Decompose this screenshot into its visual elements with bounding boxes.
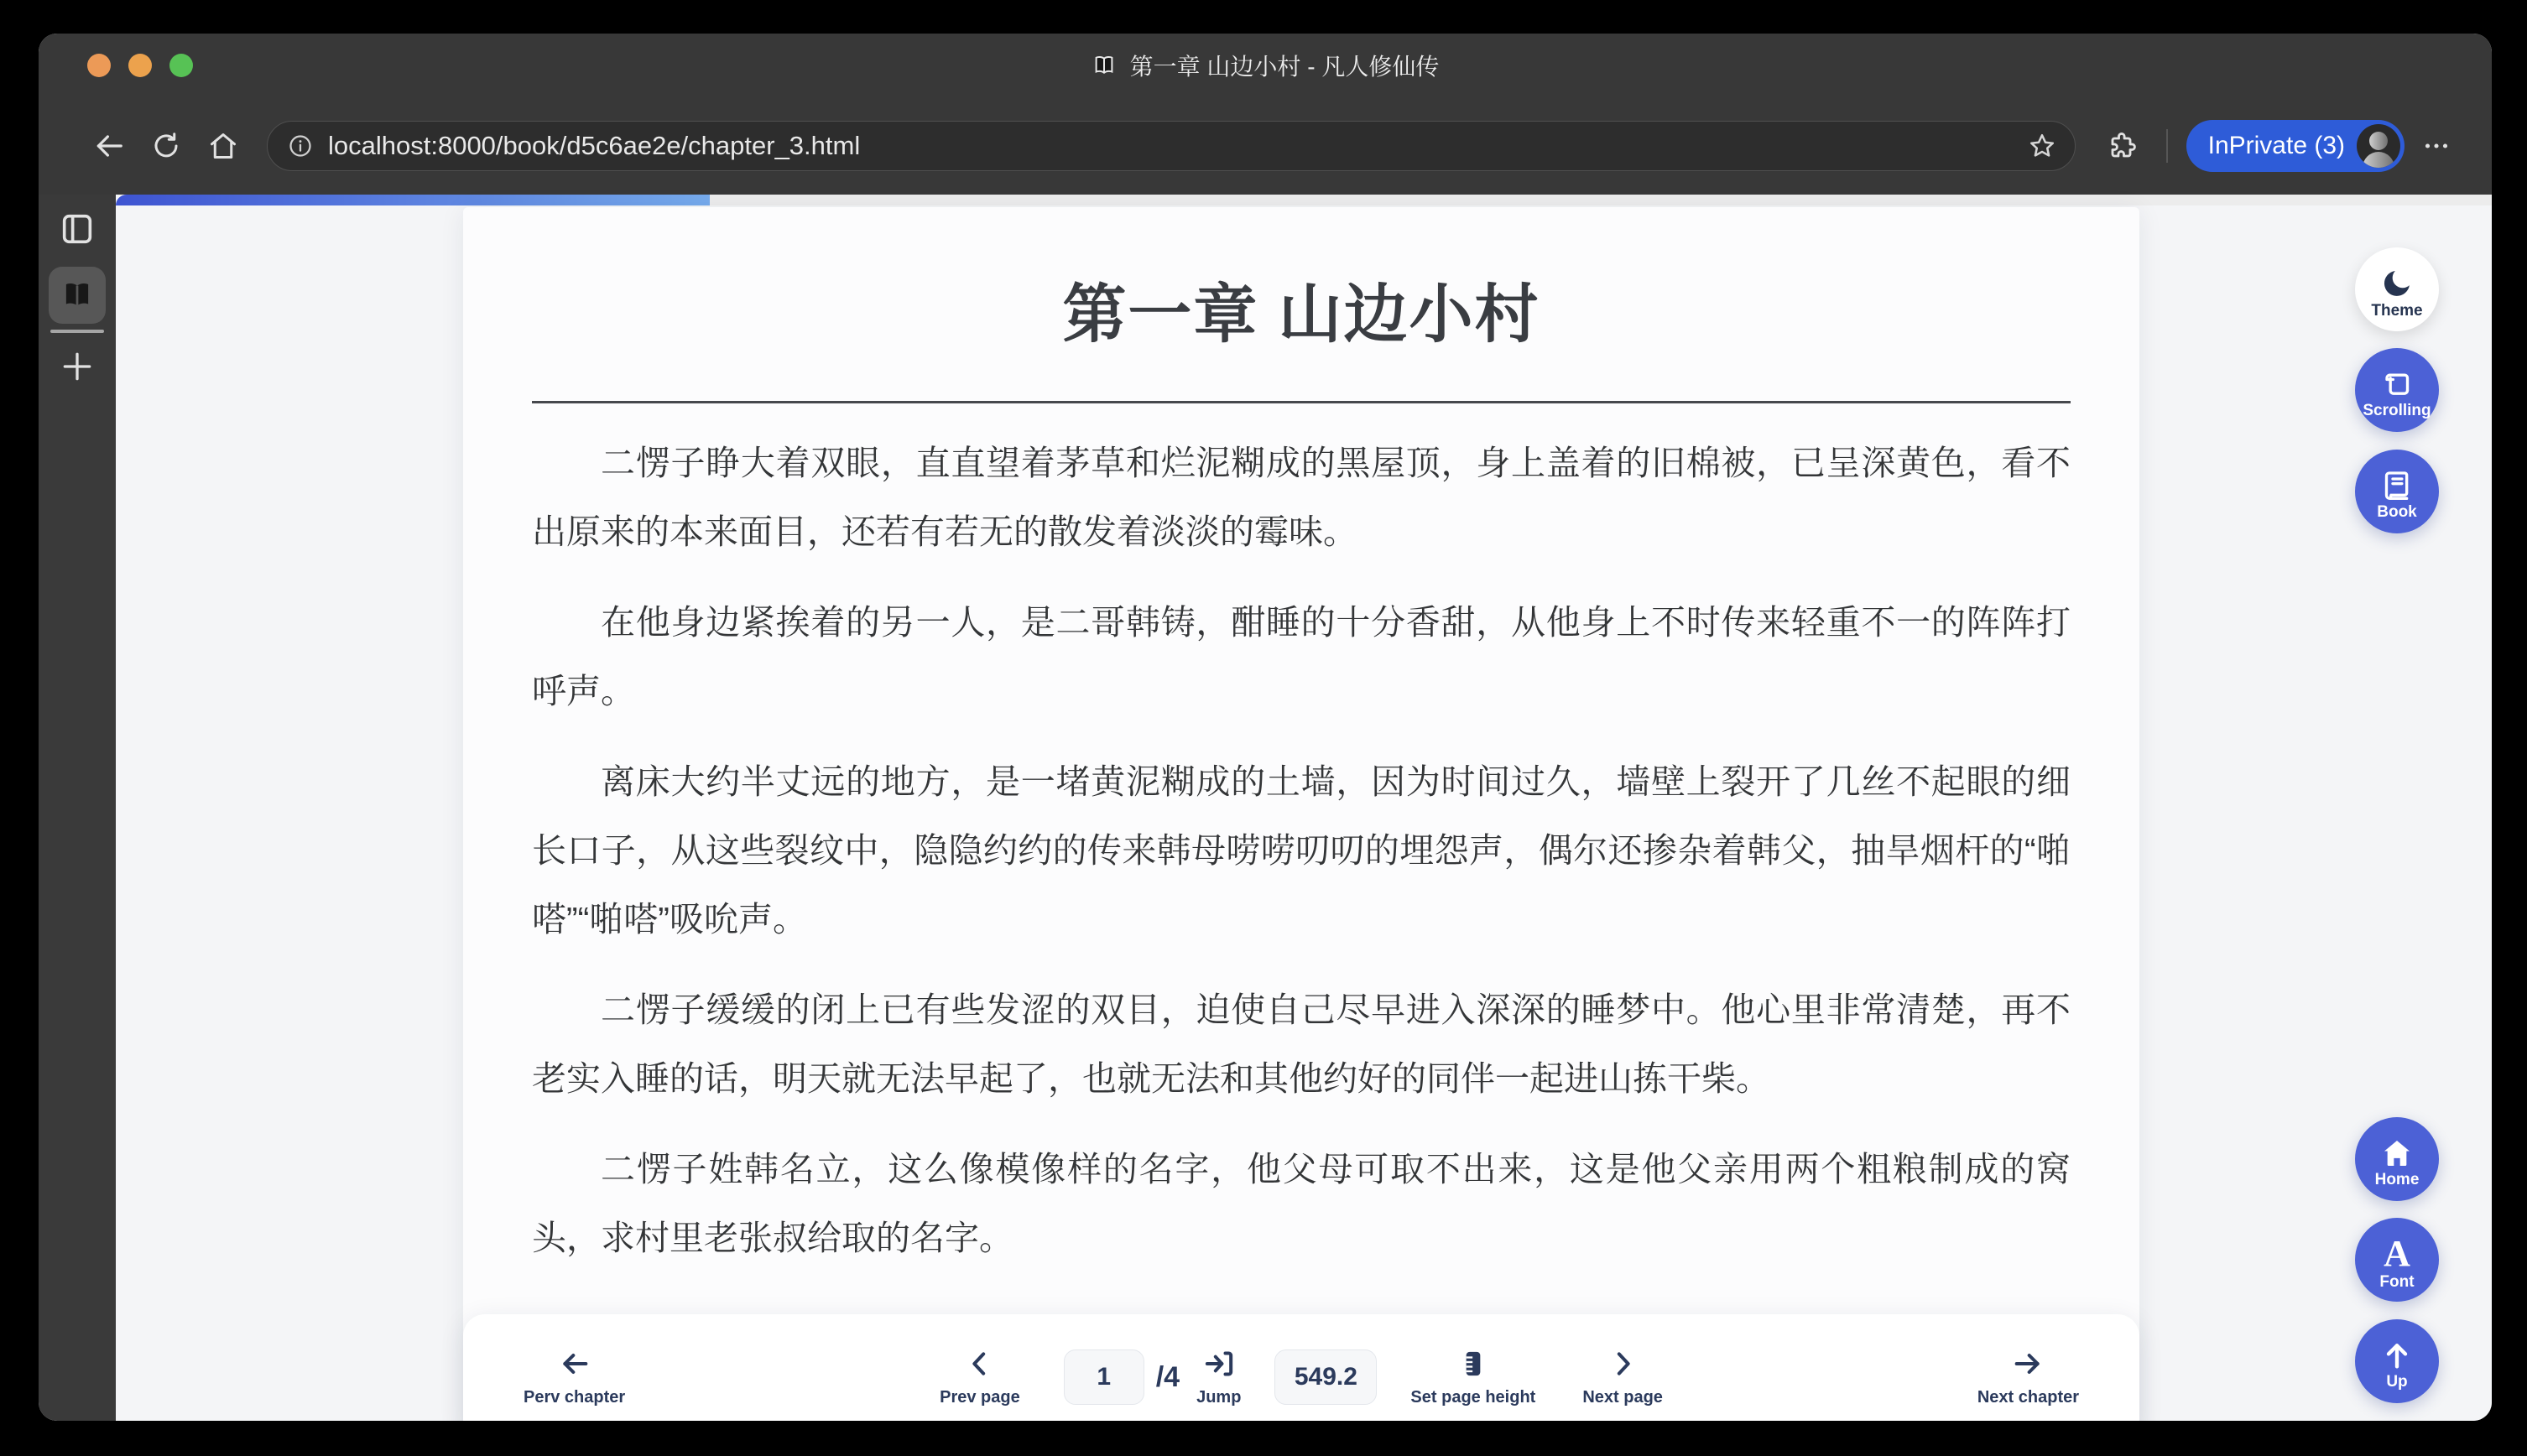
back-arrow-icon — [93, 130, 125, 162]
ruler-icon — [1456, 1347, 1490, 1381]
page-height-input[interactable] — [1274, 1349, 1377, 1405]
tab-panel-icon — [58, 210, 96, 248]
tab-title-text: 第一章 山边小村 - 凡人修仙传 — [1129, 54, 1440, 80]
reader-page — [116, 195, 2492, 1421]
active-tab-indicator — [50, 330, 104, 333]
active-tab-book[interactable] — [49, 267, 106, 324]
left-arrow-icon — [558, 1347, 591, 1381]
tab-panel-toggle-button[interactable] — [58, 210, 96, 248]
page-total: /4 — [1155, 1360, 1180, 1393]
theme-button[interactable]: Theme — [2355, 247, 2439, 331]
moon-icon — [2379, 266, 2415, 301]
chevron-right-icon — [1606, 1347, 1639, 1381]
titlebar — [39, 34, 2492, 97]
back-button[interactable] — [84, 121, 134, 171]
paragraph: 离床大约半丈远的地方，是一堵黄泥糊成的土墙，因为时间过久，墙壁上裂开了几丝不起眼的细长口子，从这些裂纹中，隐隐约约的传来韩母唠唠叨叨的埋怨声，偶尔还掺杂着韩父，抽旱烟杆的“啪嗒”“啪嗒”吸吮声。 — [532, 762, 2071, 939]
navigation-bar — [39, 97, 2492, 195]
new-tab-button[interactable] — [59, 348, 96, 387]
vertical-tab-strip — [39, 195, 116, 1421]
home-nav-button[interactable] — [198, 121, 248, 171]
window-body — [39, 195, 2492, 1421]
prev-page-button[interactable]: Prev page — [940, 1347, 1020, 1407]
reload-button[interactable] — [141, 121, 191, 171]
chapter-card — [463, 207, 2139, 1421]
extensions-icon — [2108, 131, 2138, 161]
tab-title — [39, 34, 2492, 97]
reader-toolbar — [463, 1314, 2139, 1421]
open-book-favicon — [1092, 53, 1117, 78]
chapter-body — [532, 429, 2071, 1272]
url-text[interactable]: localhost:8000/book/d5c6ae2e/chapter_3.html — [328, 131, 861, 160]
profile-avatar[interactable] — [2357, 124, 2400, 168]
reload-icon — [151, 131, 181, 161]
next-page-button[interactable]: Next page — [1582, 1347, 1663, 1407]
scrolling-mode-button[interactable]: Scrolling — [2355, 348, 2439, 432]
plus-icon — [59, 348, 96, 385]
set-page-height-button[interactable]: Set page height — [1410, 1347, 1535, 1407]
open-book-icon — [60, 278, 95, 313]
home-filled-icon — [2380, 1136, 2414, 1170]
font-settings-button[interactable]: A Font — [2355, 1218, 2439, 1302]
scroll-icon — [2380, 367, 2414, 401]
address-bar[interactable] — [267, 121, 2076, 171]
paragraph: 在他身边紧挨着的另一人，是二哥韩铸，酣睡的十分香甜，从他身上不时传来轻重不一的阵阵打呼声。 — [532, 602, 2071, 710]
chevron-left-icon — [963, 1347, 997, 1381]
paragraph: 二愣子睁大着双眼，直直望着茅草和烂泥糊成的黑屋顶，身上盖着的旧棉被，已呈深黄色，看不出原来的本来面目，还若有若无的散发着淡淡的霉味。 — [532, 443, 2071, 551]
more-menu-button[interactable] — [2411, 121, 2462, 171]
chapter-title: 第一章 山边小村 — [1062, 279, 1540, 351]
paragraph: 二愣子缓缓的闭上已有些发涩的双目，迫使自己尽早进入深深的睡梦中。他心里非常清楚，再不老实入睡的话，明天就无法早起了，也就无法和其他约好的同伴一起进山拣干柴。 — [532, 990, 2071, 1098]
font-letter-icon: A — [2384, 1232, 2410, 1274]
book-icon — [2380, 469, 2414, 502]
book-mode-button[interactable]: Book — [2355, 450, 2439, 533]
scroll-to-top-button[interactable]: Up — [2355, 1319, 2439, 1403]
extensions-button[interactable] — [2097, 121, 2148, 171]
up-arrow-icon — [2380, 1339, 2414, 1372]
site-info-icon[interactable] — [288, 133, 313, 159]
title-divider — [532, 401, 2071, 403]
inprivate-label: InPrivate (3) — [2207, 132, 2345, 159]
page-number-input[interactable] — [1064, 1349, 1144, 1405]
home-icon — [208, 131, 238, 161]
right-arrow-icon — [2011, 1347, 2045, 1381]
reading-progress-track — [116, 195, 2492, 205]
more-ellipsis-icon — [2421, 131, 2451, 161]
jump-button[interactable]: Jump — [1196, 1347, 1241, 1407]
reading-progress-fill — [116, 195, 710, 205]
jump-arrow-icon — [1202, 1347, 1236, 1381]
prev-chapter-button[interactable]: Perv chapter — [524, 1347, 625, 1407]
favorite-star-icon[interactable] — [2028, 132, 2056, 160]
paragraph: 二愣子姓韩名立，这么像模像样的名字，他父母可取不出来，这是他父亲用两个粗粮制成的窝头，求村里老张叔给取的名字。 — [532, 1149, 2071, 1257]
browser-window — [39, 34, 2492, 1421]
next-chapter-button[interactable]: Next chapter — [1977, 1347, 2079, 1407]
home-button[interactable]: Home — [2355, 1117, 2439, 1201]
inprivate-badge[interactable] — [2186, 120, 2405, 172]
toolbar-divider — [2166, 129, 2168, 163]
